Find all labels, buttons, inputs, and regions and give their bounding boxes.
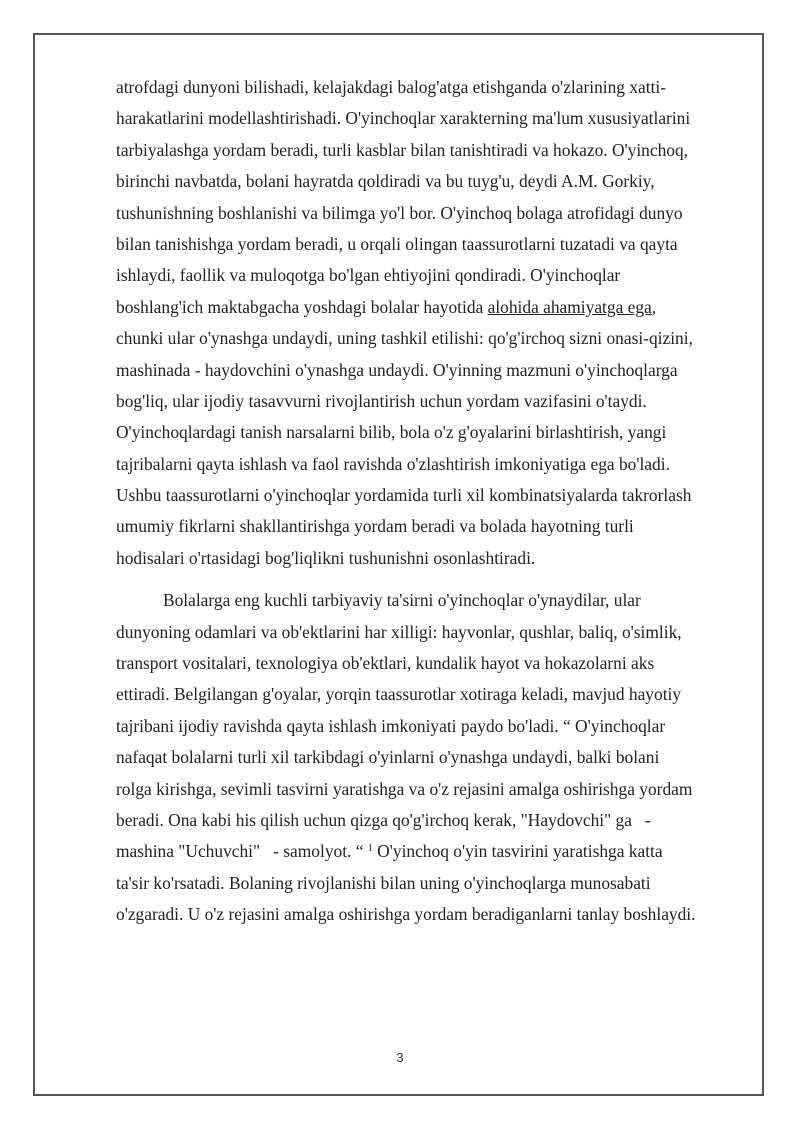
text-line (116, 292, 746, 323)
text-line: harakatlarini modellashtirishadi. O'yinchoqlar xarakterning ma'lum xususiyatlarini (116, 108, 691, 129)
text-fragment: O'yinchoq o'yin tasvirini yaratishga katta (372, 841, 663, 862)
text-line: umumiy fikrlarni shakllantirishga yordam beradi va bolada hayotning turli (116, 516, 634, 537)
text-line: ishlaydi, faollik va muloqotga bo'lgan ehtiyojini qondiradi. O'yinchoqlar (116, 265, 621, 286)
text-line: O'yinchoqlardagi tanish narsalarni bilib, bola o'z g'oyalarini birlashtirish, yangi (116, 422, 667, 443)
text-line: tajribalarni qayta ishlash va faol ravishda o'zlashtirish imkoniyatiga ega bo'ladi. (116, 453, 670, 474)
underlined-link[interactable]: alohida ahamiyatga ega (487, 296, 652, 317)
text-line: rolga kirishga, sevimli tasvirni yaratishga va o'z rejasini amalga oshirishga yordam (116, 778, 693, 799)
text-line: mashinada - haydovchini o'ynashga undaydi. O'yinning mazmuni o'yinchoqlarga (116, 359, 678, 380)
text-line: tajribani ijodiy ravishda qayta ishlash imkoniyati paydo bo'ladi. “ O'yinchoqlar (116, 715, 666, 736)
text-line: o'zgaradi. U o'z rejasini amalga oshirishga yordam beradiganlarni tanlay boshlaydi. (116, 904, 696, 925)
text-line: Bolalarga eng kuchli tarbiyaviy ta'sirni o'yinchoqlar o'ynaydilar, ular (163, 590, 641, 611)
text-fragment: , (651, 296, 657, 317)
text-line: dunyoning odamlari va ob'ektlarini har xilligi: hayvonlar, qushlar, baliq, o'simlik, (116, 621, 682, 642)
text-line: bog'liq, ular ijodiy tasavvurni rivojlantirish uchun yordam vazifasini o'taydi. (116, 390, 647, 411)
document-body (116, 72, 746, 931)
text-line: ta'sir ko'rsatadi. Bolaning rivojlanishi bilan uning o'yinchoqlarga munosabati (116, 872, 651, 893)
paragraph-2 (116, 585, 746, 930)
text-line: nafaqat bolalarni turli xil tarkibdagi o'yinlarni o'ynashga undaydi, balki bolani (116, 747, 660, 768)
text-line: tushunishning boshlanishi va bilimga yo'l bor. O'yinchoq bolaga atrofidagi dunyo (116, 202, 683, 223)
page-number: 3 (396, 1050, 404, 1065)
text-line: chunki ular o'ynashga undaydi, uning tashkil etilishi: qo'g'irchoq sizni onasi-qizini, (116, 328, 693, 349)
text-line: tarbiyalashga yordam beradi, turli kasblar bilan tanishtiradi va hokazo. O'yinchoq, (116, 139, 689, 160)
footnote-marker[interactable]: 1 (367, 843, 373, 855)
paragraph-1 (116, 72, 746, 574)
text-fragment: mashina "Uchuvchi" - samolyot. “ (116, 841, 368, 862)
text-line: transport vositalari, texnologiya ob'ektlari, kundalik hayot va hokazolarni aks (116, 653, 655, 674)
text-line: bilan tanishishga yordam beradi, u orqali olingan taassurotlarni tuzatadi va qayta (116, 233, 678, 254)
text-line: atrofdagi dunyoni bilishadi, kelajakdagi balog'atga etishganda o'zlarining xatti- (116, 77, 667, 97)
text-line: hodisalari o'rtasidagi bog'liqlikni tushunishni osonlashtiradi. (116, 547, 536, 568)
text-line: Ushbu taassurotlarni o'yinchoqlar yordamida turli xil kombinatsiyalarda takrorlash (116, 485, 692, 506)
text-line (116, 836, 746, 867)
text-fragment: boshlang'ich maktabgacha yoshdagi bolalar hayotida (116, 296, 488, 317)
text-line: beradi. Ona kabi his qilish uchun qizga qo'g'irchoq kerak, "Haydovchi" ga - (116, 809, 651, 830)
text-line: ettiradi. Belgilangan g'oyalar, yorqin taassurotlar xotiraga keladi, mavjud hayotiy (116, 684, 682, 705)
text-line: birinchi navbatda, bolani hayratda qoldiradi va bu tuyg'u, deydi A.M. Gorkiy, (116, 171, 655, 192)
